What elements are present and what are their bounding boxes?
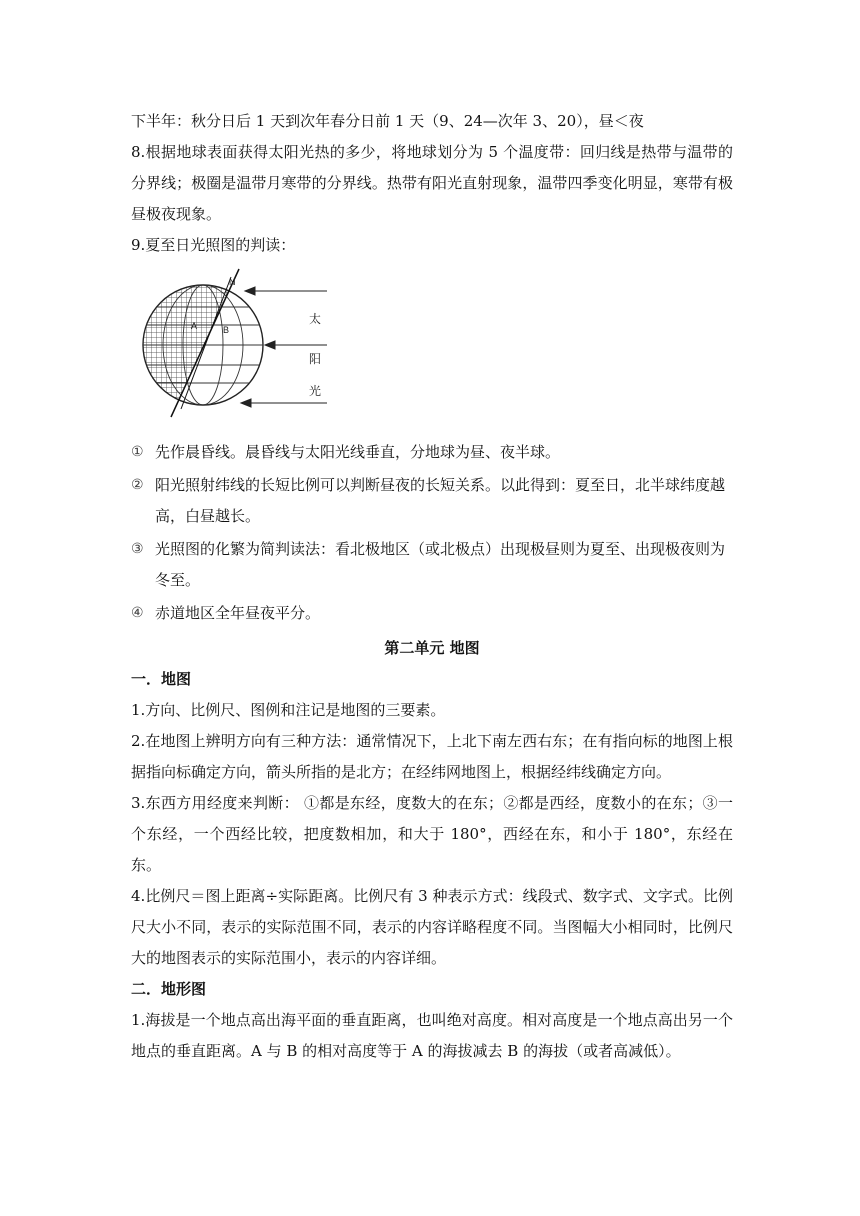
item-9-heading: 9.夏至日光照图的判读： (131, 236, 296, 254)
step-number: ① (131, 444, 144, 460)
point-b-label: B (223, 325, 230, 335)
section-1-paragraph-4: 4.比例尺＝图上距离÷实际距离。比例尺有 3 种表示方式：线段式、数字式、文字式。比例尺大小不同，表示的实际范围不同，表示的内容详略程度不同。当图幅大小相同时，比例尺大的地图表示的实际范围小，表示的内容详细。 (131, 887, 733, 967)
summer-solstice-illumination-figure (131, 267, 733, 433)
document-page (131, 106, 733, 1067)
point-n-label: N (229, 277, 236, 287)
section-1-paragraph-1: 1.方向、比例尺、图例和注记是地图的三要素。 (131, 701, 446, 719)
step-number: ③ (131, 541, 144, 557)
point-a-label: A (191, 321, 198, 331)
unit-2-title: 第二单元 地图 (384, 639, 480, 657)
step-text: 赤道地区全年昼夜平分。 (155, 604, 321, 622)
half-year-line: 下半年：秋分日后 1 天到次年春分日前 1 天（9、24—次年 3、20），昼＜夜 (131, 112, 644, 130)
sun-label-3: 光 (309, 384, 322, 398)
step-number: ④ (131, 605, 144, 621)
step-text: 光照图的化繁为简判读法：看北极地区（或北极点）出现极昼则为夏至、出现极夜则为冬至。 (155, 540, 726, 589)
step-item (131, 470, 733, 532)
reading-steps-list (131, 437, 733, 629)
section-1-paragraph-3: 3.东西方用经度来判断： ①都是东经，度数大的在东；②都是西经，度数小的在东；③一个东经，一个西经比较，把度数相加，和大于 180°，西经在东，和小于 180°，东经在东。 (131, 794, 733, 874)
step-item (131, 534, 733, 596)
sun-label-2: 阳 (309, 352, 322, 366)
step-text: 先作晨昏线。晨昏线与太阳光线垂直，分地球为昼、夜半球。 (155, 443, 561, 461)
section-1-heading: 一．地图 (131, 670, 192, 688)
step-text: 阳光照射纬线的长短比例可以判断昼夜的长短关系。以此得到：夏至日，北半球纬度越高，白昼越长。 (155, 476, 726, 525)
section-1-paragraph-2: 2.在地图上辨明方向有三种方法：通常情况下，上北下南左西右东；在有指向标的地图上根据指向标确定方向，箭头所指的是北方；在经纬网地图上，根据经纬线确定方向。 (131, 732, 733, 781)
globe-illustration (141, 267, 341, 433)
sun-label-1: 太 (309, 312, 322, 326)
step-number: ② (131, 477, 144, 493)
section-2-heading: 二．地形图 (131, 980, 207, 998)
step-item (131, 437, 733, 468)
item-8-paragraph: 8.根据地球表面获得太阳光热的多少，将地球划分为 5 个温度带：回归线是热带与温带的分界线；极圈是温带月寒带的分界线。热带有阳光直射现象，温带四季变化明显，寒带有极昼极夜现象。 (131, 143, 733, 223)
section-2-paragraph-1: 1.海拔是一个地点高出海平面的垂直距离，也叫绝对高度。相对高度是一个地点高出另一个地点的垂直距离。A 与 B 的相对高度等于 A 的海拔减去 B 的海拔（或者高减低）。 (131, 1011, 733, 1060)
step-item (131, 598, 733, 629)
